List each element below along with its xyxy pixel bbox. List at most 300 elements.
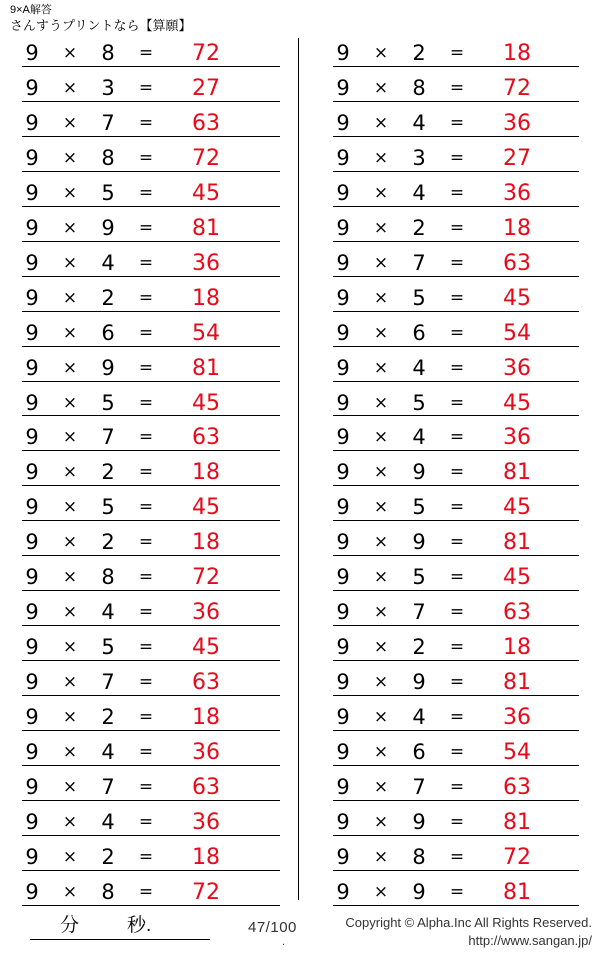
operand-second: 3: [101, 75, 115, 100]
answer-value: 54: [192, 320, 220, 346]
answer-value: 81: [192, 215, 220, 241]
answer-value: 36: [503, 180, 531, 206]
answer-value: 81: [503, 670, 531, 696]
operand-first: 9: [336, 879, 350, 904]
multiply-icon: ×: [62, 182, 78, 203]
answer-value: 36: [192, 600, 220, 626]
problem-row: [14, 71, 298, 106]
answer-value: 72: [192, 40, 220, 66]
operand-second: 4: [412, 355, 426, 380]
page-number: 47/100: [248, 919, 297, 936]
operand-first: 9: [336, 670, 350, 695]
answer-value: 18: [503, 40, 531, 66]
problem-row: [325, 106, 597, 141]
problem-row: [325, 805, 597, 840]
equals-icon: =: [449, 567, 465, 588]
answer-value: 45: [503, 390, 531, 416]
answer-line: [22, 485, 280, 486]
answer-line: [333, 276, 579, 277]
answer-value: 18: [192, 460, 220, 486]
answer-line: [22, 590, 280, 591]
problem-row: [325, 316, 597, 351]
answer-line: [22, 730, 280, 731]
multiply-icon: ×: [62, 112, 78, 133]
answer-line: [22, 346, 280, 347]
answer-line: [22, 520, 280, 521]
answer-line: [333, 765, 579, 766]
answer-line: [22, 415, 280, 416]
answer-value: 81: [503, 879, 531, 905]
operand-second: 5: [412, 390, 426, 415]
multiply-icon: ×: [62, 846, 78, 867]
answer-line: [333, 485, 579, 486]
equals-icon: =: [449, 77, 465, 98]
equals-icon: =: [449, 182, 465, 203]
problem-row: [14, 36, 298, 71]
answer-value: 45: [503, 565, 531, 591]
answer-value: 45: [503, 495, 531, 521]
operand-second: 4: [101, 250, 115, 275]
answer-line: [22, 695, 280, 696]
operand-second: 6: [101, 320, 115, 345]
problem-row: [325, 351, 597, 386]
answer-line: [22, 555, 280, 556]
problem-row: [14, 665, 298, 700]
page-header: [10, 0, 590, 34]
problem-row: [14, 316, 298, 351]
problem-row: [14, 141, 298, 176]
operand-second: 2: [101, 460, 115, 485]
answer-value: 18: [192, 705, 220, 731]
equals-icon: =: [138, 217, 154, 238]
operand-second: 4: [101, 740, 115, 765]
operand-first: 9: [25, 250, 39, 275]
answer-line: [22, 660, 280, 661]
multiply-icon: ×: [62, 217, 78, 238]
problem-row: [14, 630, 298, 665]
answer-line: [22, 66, 280, 67]
answer-line: [333, 730, 579, 731]
equals-icon: =: [449, 147, 465, 168]
answer-value: 18: [503, 635, 531, 661]
operand-first: 9: [336, 565, 350, 590]
multiply-icon: ×: [62, 707, 78, 728]
operand-first: 9: [25, 110, 39, 135]
operand-second: 5: [412, 285, 426, 310]
multiply-icon: ×: [373, 357, 389, 378]
multiply-icon: ×: [373, 497, 389, 518]
operand-first: 9: [336, 740, 350, 765]
operand-first: 9: [336, 774, 350, 799]
multiply-icon: ×: [62, 427, 78, 448]
problem-row: [325, 630, 597, 665]
answer-value: 45: [192, 390, 220, 416]
problem-row: [14, 420, 298, 455]
operand-first: 9: [336, 145, 350, 170]
operand-second: 8: [101, 40, 115, 65]
operand-second: 9: [412, 530, 426, 555]
multiply-icon: ×: [373, 637, 389, 658]
answer-line: [333, 800, 579, 801]
operand-second: 8: [101, 145, 115, 170]
answer-line: [333, 136, 579, 137]
problem-column-left: [0, 36, 298, 910]
answer-value: 36: [503, 425, 531, 451]
multiply-icon: ×: [62, 497, 78, 518]
seconds-label: 秒.: [127, 915, 152, 936]
problem-row: [14, 386, 298, 421]
operand-first: 9: [25, 145, 39, 170]
equals-icon: =: [449, 637, 465, 658]
operand-first: 9: [336, 809, 350, 834]
time-entry-box[interactable]: [30, 910, 210, 940]
answer-value: 18: [503, 215, 531, 241]
answer-line: [22, 381, 280, 382]
equals-icon: =: [449, 602, 465, 623]
operand-first: 9: [336, 425, 350, 450]
equals-icon: =: [138, 707, 154, 728]
multiply-icon: ×: [373, 462, 389, 483]
answer-value: 36: [503, 110, 531, 136]
operand-second: 7: [101, 774, 115, 799]
answer-line: [333, 870, 579, 871]
answer-line: [22, 206, 280, 207]
operand-second: 2: [101, 285, 115, 310]
operand-second: 6: [412, 740, 426, 765]
multiply-icon: ×: [62, 602, 78, 623]
operand-first: 9: [336, 75, 350, 100]
operand-second: 2: [101, 530, 115, 555]
problem-row: [325, 281, 597, 316]
problem-row: [325, 595, 597, 630]
answer-value: 63: [503, 250, 531, 276]
answer-value: 81: [503, 530, 531, 556]
problem-row: [14, 840, 298, 875]
operand-first: 9: [25, 809, 39, 834]
operand-first: 9: [336, 495, 350, 520]
equals-icon: =: [138, 42, 154, 63]
answer-value: 72: [192, 145, 220, 171]
operand-first: 9: [336, 844, 350, 869]
multiply-icon: ×: [373, 742, 389, 763]
operand-first: 9: [25, 670, 39, 695]
answer-value: 54: [503, 740, 531, 766]
operand-second: 5: [412, 495, 426, 520]
multiply-icon: ×: [373, 567, 389, 588]
answer-line: [333, 241, 579, 242]
multiply-icon: ×: [373, 427, 389, 448]
answer-line: [22, 870, 280, 871]
equals-icon: =: [138, 147, 154, 168]
multiply-icon: ×: [373, 112, 389, 133]
answer-line: [333, 835, 579, 836]
operand-second: 9: [412, 670, 426, 695]
operand-second: 5: [412, 565, 426, 590]
operand-first: 9: [25, 40, 39, 65]
equals-icon: =: [449, 357, 465, 378]
problem-row: [14, 700, 298, 735]
page-title: 9×A解答: [10, 4, 52, 16]
equals-icon: =: [138, 881, 154, 902]
operand-second: 8: [412, 844, 426, 869]
equals-icon: =: [138, 532, 154, 553]
operand-first: 9: [336, 110, 350, 135]
answer-line: [333, 66, 579, 67]
equals-icon: =: [449, 846, 465, 867]
operand-second: 7: [101, 110, 115, 135]
problem-row: [325, 420, 597, 455]
answer-line: [333, 590, 579, 591]
answer-line: [333, 101, 579, 102]
operand-first: 9: [25, 390, 39, 415]
operand-first: 9: [336, 355, 350, 380]
answer-line: [22, 835, 280, 836]
answer-value: 63: [192, 774, 220, 800]
problem-row: [14, 246, 298, 281]
operand-second: 4: [101, 809, 115, 834]
answer-line: [22, 450, 280, 451]
answer-value: 18: [192, 844, 220, 870]
problem-row: [14, 490, 298, 525]
operand-second: 5: [101, 390, 115, 415]
equals-icon: =: [449, 707, 465, 728]
answer-value: 45: [192, 180, 220, 206]
operand-second: 2: [101, 844, 115, 869]
operand-second: 7: [101, 670, 115, 695]
multiply-icon: ×: [62, 881, 78, 902]
problem-row: [325, 875, 597, 910]
equals-icon: =: [138, 112, 154, 133]
problem-row: [325, 770, 597, 805]
multiply-icon: ×: [62, 776, 78, 797]
operand-second: 4: [412, 110, 426, 135]
answer-value: 45: [192, 635, 220, 661]
answer-line: [333, 206, 579, 207]
answer-line: [333, 311, 579, 312]
equals-icon: =: [138, 811, 154, 832]
equals-icon: =: [449, 776, 465, 797]
answer-value: 81: [503, 809, 531, 835]
operand-second: 8: [101, 565, 115, 590]
operand-first: 9: [25, 879, 39, 904]
multiply-icon: ×: [62, 42, 78, 63]
multiply-icon: ×: [373, 846, 389, 867]
operand-second: 9: [412, 879, 426, 904]
page-number-dot: .: [282, 936, 286, 948]
answer-line: [333, 695, 579, 696]
operand-first: 9: [25, 774, 39, 799]
multiply-icon: ×: [62, 672, 78, 693]
problem-row: [325, 246, 597, 281]
answer-value: 27: [192, 75, 220, 101]
problem-row: [14, 560, 298, 595]
problem-row: [325, 71, 597, 106]
problem-row: [14, 595, 298, 630]
operand-second: 9: [101, 215, 115, 240]
answer-value: 63: [503, 600, 531, 626]
operand-first: 9: [25, 215, 39, 240]
problem-row: [14, 281, 298, 316]
operand-second: 3: [412, 145, 426, 170]
problem-row: [325, 141, 597, 176]
problem-row: [325, 490, 597, 525]
multiply-icon: ×: [373, 77, 389, 98]
multiply-icon: ×: [373, 602, 389, 623]
answer-value: 36: [503, 705, 531, 731]
problem-row: [325, 455, 597, 490]
equals-icon: =: [138, 567, 154, 588]
operand-first: 9: [25, 460, 39, 485]
equals-icon: =: [449, 497, 465, 518]
equals-icon: =: [449, 672, 465, 693]
answer-value: 81: [192, 355, 220, 381]
operand-first: 9: [336, 180, 350, 205]
multiply-icon: ×: [62, 462, 78, 483]
equals-icon: =: [449, 462, 465, 483]
answer-line: [333, 346, 579, 347]
equals-icon: =: [449, 42, 465, 63]
problem-column-right: [299, 36, 597, 910]
equals-icon: =: [138, 427, 154, 448]
operand-second: 9: [412, 460, 426, 485]
operand-first: 9: [336, 320, 350, 345]
problem-row: [325, 735, 597, 770]
operand-second: 6: [412, 320, 426, 345]
website-url[interactable]: http://www.sangan.jp/: [468, 933, 592, 948]
equals-icon: =: [449, 217, 465, 238]
equals-icon: =: [138, 672, 154, 693]
answer-line: [22, 136, 280, 137]
equals-icon: =: [449, 881, 465, 902]
equals-icon: =: [138, 602, 154, 623]
operand-second: 2: [412, 635, 426, 660]
operand-second: 4: [101, 600, 115, 625]
multiply-icon: ×: [373, 672, 389, 693]
problem-row: [325, 700, 597, 735]
operand-first: 9: [336, 390, 350, 415]
equals-icon: =: [449, 112, 465, 133]
operand-first: 9: [25, 285, 39, 310]
equals-icon: =: [449, 322, 465, 343]
problem-row: [325, 525, 597, 560]
equals-icon: =: [138, 322, 154, 343]
multiply-icon: ×: [373, 42, 389, 63]
operand-second: 9: [412, 809, 426, 834]
operand-second: 7: [412, 250, 426, 275]
equals-icon: =: [138, 742, 154, 763]
problem-row: [14, 735, 298, 770]
equals-icon: =: [138, 287, 154, 308]
answer-value: 81: [503, 460, 531, 486]
operand-first: 9: [336, 635, 350, 660]
operand-first: 9: [25, 705, 39, 730]
multiply-icon: ×: [373, 881, 389, 902]
minutes-label: 分: [60, 915, 80, 936]
operand-second: 7: [412, 774, 426, 799]
problem-columns: [0, 36, 600, 910]
answer-value: 63: [192, 670, 220, 696]
multiply-icon: ×: [373, 322, 389, 343]
operand-first: 9: [336, 40, 350, 65]
operand-first: 9: [25, 425, 39, 450]
equals-icon: =: [138, 497, 154, 518]
answer-value: 45: [192, 495, 220, 521]
multiply-icon: ×: [62, 287, 78, 308]
answer-line: [22, 800, 280, 801]
multiply-icon: ×: [62, 392, 78, 413]
answer-line: [22, 171, 280, 172]
operand-second: 7: [412, 600, 426, 625]
operand-first: 9: [25, 180, 39, 205]
problem-row: [325, 840, 597, 875]
multiply-icon: ×: [373, 287, 389, 308]
problem-row: [14, 351, 298, 386]
answer-value: 72: [503, 75, 531, 101]
problem-row: [14, 805, 298, 840]
answer-value: 36: [192, 250, 220, 276]
multiply-icon: ×: [62, 147, 78, 168]
operand-first: 9: [336, 600, 350, 625]
problem-row: [325, 211, 597, 246]
equals-icon: =: [138, 637, 154, 658]
multiply-icon: ×: [373, 811, 389, 832]
problem-row: [325, 176, 597, 211]
multiply-icon: ×: [62, 322, 78, 343]
operand-second: 7: [101, 425, 115, 450]
operand-first: 9: [25, 320, 39, 345]
operand-second: 5: [101, 495, 115, 520]
operand-first: 9: [25, 635, 39, 660]
equals-icon: =: [138, 77, 154, 98]
answer-value: 72: [192, 879, 220, 905]
answer-line: [333, 660, 579, 661]
answer-value: 45: [503, 285, 531, 311]
equals-icon: =: [138, 776, 154, 797]
operand-second: 9: [101, 355, 115, 380]
operand-first: 9: [336, 250, 350, 275]
equals-icon: =: [138, 462, 154, 483]
answer-value: 63: [192, 110, 220, 136]
answer-value: 18: [192, 530, 220, 556]
answer-value: 18: [192, 285, 220, 311]
multiply-icon: ×: [62, 567, 78, 588]
operand-second: 4: [412, 705, 426, 730]
multiply-icon: ×: [62, 532, 78, 553]
operand-second: 5: [101, 635, 115, 660]
operand-first: 9: [336, 285, 350, 310]
page-subtitle: さんすうプリントなら【算願】: [10, 18, 192, 33]
equals-icon: =: [138, 252, 154, 273]
answer-value: 27: [503, 145, 531, 171]
operand-first: 9: [25, 75, 39, 100]
answer-line: [333, 415, 579, 416]
answer-line: [333, 555, 579, 556]
problem-row: [325, 386, 597, 421]
problem-row: [14, 211, 298, 246]
multiply-icon: ×: [373, 776, 389, 797]
answer-value: 72: [503, 844, 531, 870]
operand-first: 9: [25, 740, 39, 765]
operand-first: 9: [336, 705, 350, 730]
equals-icon: =: [138, 846, 154, 867]
operand-first: 9: [25, 565, 39, 590]
answer-line: [22, 311, 280, 312]
equals-icon: =: [449, 811, 465, 832]
problem-row: [325, 36, 597, 71]
equals-icon: =: [138, 357, 154, 378]
operand-first: 9: [336, 530, 350, 555]
multiply-icon: ×: [373, 532, 389, 553]
